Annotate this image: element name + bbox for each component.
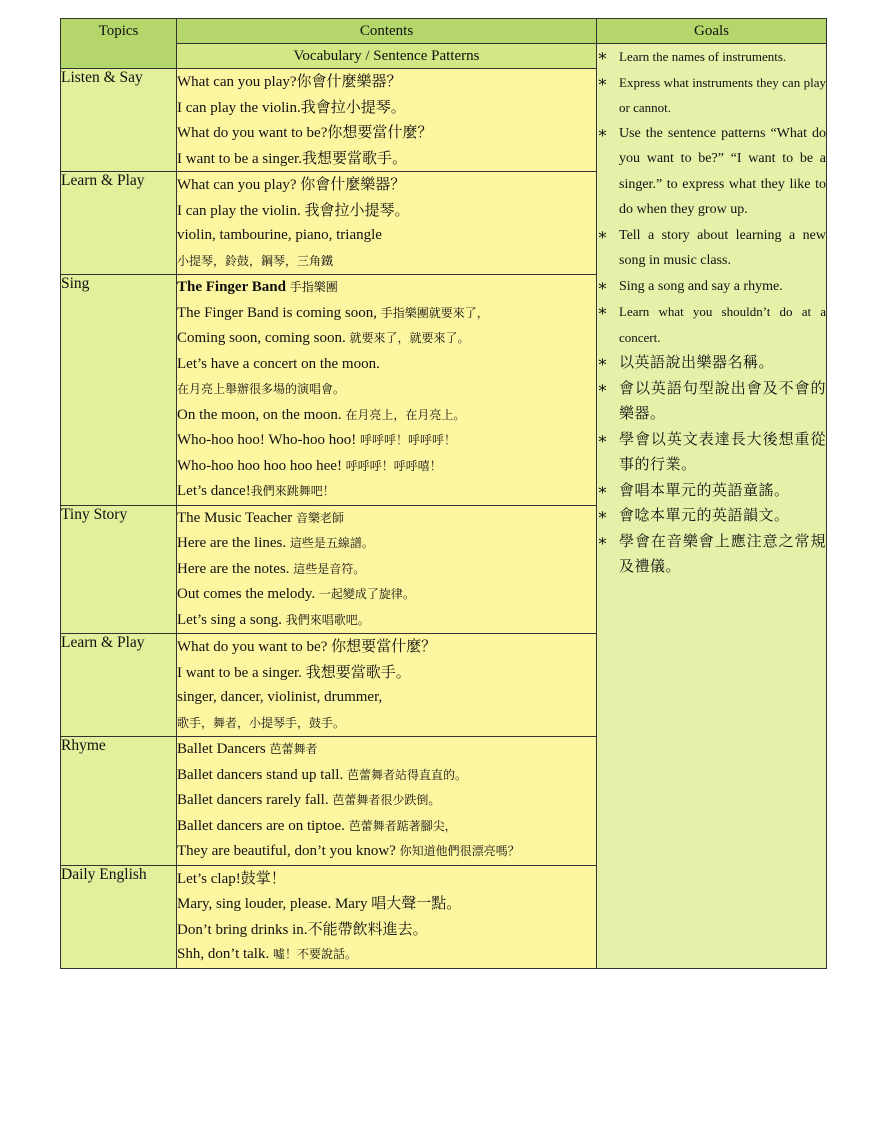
content-line — [177, 634, 596, 660]
goal-text: 學會在音樂會上應注意之常規及禮儀。 — [619, 531, 826, 575]
content-line — [177, 942, 596, 968]
chinese-text: 我會拉小提琴。 — [304, 200, 410, 219]
goal-item — [597, 223, 826, 274]
content-line — [177, 146, 596, 172]
goal-item — [597, 44, 826, 70]
content-line — [177, 249, 596, 275]
content-line — [177, 608, 596, 634]
chinese-text: 芭蕾舞者踮著腳尖， — [348, 818, 457, 833]
english-text: What do you want to be? — [177, 639, 332, 655]
goal-text: Use the sentence patterns “What do you want to be?” “I want to be a singer.” to express what they like to do when they grow up. — [619, 125, 826, 217]
english-text: What do you want to be? — [177, 125, 328, 141]
content-cell — [177, 865, 597, 968]
content-line — [177, 763, 596, 789]
content-line — [177, 301, 596, 327]
english-text: Shh, don’t talk. — [177, 946, 273, 962]
asterisk-icon: ∗ — [597, 481, 608, 499]
chinese-text: 你知道他們很漂亮嗎？ — [399, 844, 520, 858]
english-text: The Finger Band — [177, 279, 286, 295]
topic-label: Listen & Say — [61, 69, 177, 172]
content-line — [177, 582, 596, 608]
asterisk-icon: ∗ — [597, 48, 608, 65]
content-line — [177, 403, 596, 429]
chinese-text: 我們來唱歌吧。 — [285, 612, 370, 627]
goal-item — [597, 121, 826, 223]
english-text: I can play the violin. — [177, 99, 301, 116]
content-line — [177, 198, 596, 224]
content-line — [177, 275, 596, 301]
english-text: Ballet Dancers — [177, 741, 270, 757]
english-text: Out comes the melody. — [177, 586, 319, 602]
goal-text: 學會以英文表達長大後想重從事的行業。 — [619, 429, 826, 473]
chinese-text: 我想要當歌手。 — [305, 662, 411, 681]
english-text: The Music Teacher — [177, 509, 297, 526]
goal-item — [597, 478, 826, 504]
topic-label: Daily English — [61, 865, 177, 968]
chinese-text: 一起變成了旋律。 — [318, 587, 415, 601]
topic-label: Rhyme — [61, 737, 177, 866]
content-line — [177, 891, 596, 917]
content-line — [177, 711, 596, 737]
vocabulary-subheader: Vocabulary / Sentence Patterns — [177, 44, 597, 69]
english-text: Let’s clap! — [177, 870, 241, 887]
topic-label: Sing — [61, 275, 177, 506]
goal-text: 以英語說出樂器名稱。 — [619, 353, 775, 371]
content-line — [177, 454, 596, 480]
chinese-text: 手指樂團 — [285, 280, 338, 294]
content-line — [177, 685, 596, 711]
english-text: singer, dancer, violinist, drummer, — [177, 689, 383, 705]
goal-item — [597, 70, 826, 121]
chinese-text: 芭蕾舞者很少跌倒。 — [332, 793, 441, 807]
english-text: Ballet dancers stand up tall. — [177, 766, 347, 783]
chinese-text: 唱大聲一點。 — [371, 894, 462, 912]
topics-header-label: Topics — [98, 23, 139, 39]
asterisk-icon: ∗ — [597, 73, 608, 91]
chinese-text: 呼呼呼！呼呼呼！ — [360, 433, 457, 447]
english-text: Let’s have a concert on the moon. — [177, 355, 380, 372]
goal-item — [597, 350, 826, 376]
english-text: On the moon, on the moon. — [177, 406, 346, 423]
chinese-text: 芭蕾舞者 — [269, 742, 318, 756]
english-text: Don’t bring drinks in. — [177, 921, 308, 938]
goal-text: 會以英語句型說出會及不會的樂器。 — [619, 378, 826, 422]
english-text: Here are the lines. — [177, 535, 290, 551]
content-line — [177, 737, 596, 763]
chinese-text: 就要來了，就要來了。 — [349, 331, 470, 345]
chinese-text: 噓！不要說話。 — [272, 947, 357, 961]
content-cell — [177, 275, 597, 506]
topic-label: Tiny Story — [61, 505, 177, 634]
english-text: I can play the violin. — [177, 202, 305, 219]
content-line — [177, 479, 596, 505]
asterisk-icon: ∗ — [597, 430, 608, 448]
topics-header — [61, 19, 177, 69]
english-text: Who-hoo hoo hoo hoo hee! — [177, 457, 346, 474]
content-line — [177, 428, 596, 454]
goal-text: 會唱本單元的英語童謠。 — [619, 480, 790, 499]
content-cell — [177, 634, 597, 737]
chinese-text: 呼呼呼！呼呼嘻！ — [345, 458, 442, 473]
goal-text: Express what instruments they can play or cannot. — [619, 74, 826, 115]
asterisk-icon: ∗ — [597, 226, 608, 244]
content-line — [177, 866, 596, 892]
english-text: Ballet dancers are on tiptoe. — [177, 817, 349, 834]
english-text: What can you play? — [177, 74, 297, 90]
chinese-text: 手指樂團就要來了， — [380, 305, 489, 320]
english-text: Mary, sing louder, please. Mary — [177, 896, 372, 912]
goal-item — [597, 427, 826, 478]
english-text: I want to be a singer. — [177, 664, 306, 681]
topic-label: Learn & Play — [61, 634, 177, 737]
content-line — [177, 917, 596, 943]
chinese-text: 小提琴，鈴鼓，鋼琴，三角鐵 — [177, 253, 334, 268]
goal-text: 會唸本單元的英語韻文。 — [619, 506, 790, 524]
chinese-text: 你會什麼樂器？ — [300, 175, 406, 193]
english-text: I want to be a singer. — [177, 150, 302, 167]
contents-header: Contents — [177, 19, 597, 44]
content-line — [177, 531, 596, 557]
content-line — [177, 506, 596, 532]
content-cell — [177, 505, 597, 634]
asterisk-icon: ∗ — [597, 507, 608, 524]
chinese-text: 不能帶飲料進去。 — [307, 919, 428, 938]
content-line — [177, 352, 596, 378]
chinese-text: 這些是五線譜。 — [289, 536, 374, 550]
content-line — [177, 223, 596, 249]
chinese-text: 音樂老師 — [296, 510, 345, 525]
goal-text: Learn the names of instruments. — [619, 49, 787, 64]
goals-cell — [597, 44, 827, 969]
english-text: The Finger Band is coming soon, — [177, 304, 381, 321]
chinese-text: 在月亮上，在月亮上。 — [345, 407, 466, 422]
content-line — [177, 69, 596, 95]
content-line — [177, 814, 596, 840]
english-text: What can you play? — [177, 177, 301, 193]
content-line — [177, 660, 596, 686]
chinese-text: 你會什麼樂器？ — [296, 72, 402, 90]
english-text: Coming soon, coming soon. — [177, 330, 350, 346]
chinese-text: 你想要當什麼？ — [331, 637, 437, 655]
goal-text: Sing a song and say a rhyme. — [619, 278, 783, 294]
chinese-text: 歌手，舞者，小提琴手，鼓手。 — [177, 715, 346, 730]
asterisk-icon: ∗ — [597, 379, 608, 397]
content-line — [177, 788, 596, 814]
chinese-text: 我們來跳舞吧！ — [250, 484, 335, 498]
topic-label: Learn & Play — [61, 172, 177, 275]
asterisk-icon: ∗ — [597, 277, 608, 295]
english-text: Ballet dancers rarely fall. — [177, 792, 333, 808]
goal-text: Learn what you shouldn’t do at a concert. — [619, 304, 826, 345]
curriculum-table — [60, 18, 827, 969]
english-text: violin, tambourine, piano, triangle — [177, 227, 382, 243]
chinese-text: 在月亮上舉辦很多場的演唱會。 — [177, 382, 346, 396]
chinese-text: 我想要當歌手。 — [301, 148, 407, 167]
goal-item — [597, 299, 826, 350]
content-line — [177, 95, 596, 121]
goal-item — [597, 274, 826, 300]
goal-text: Tell a story about learning a new song in music class. — [619, 227, 826, 268]
chinese-text: 鼓掌！ — [240, 868, 286, 887]
english-text: Who-hoo hoo! Who-hoo hoo! — [177, 432, 361, 448]
content-line — [177, 172, 596, 198]
chinese-text: 芭蕾舞者站得直直的。 — [346, 767, 467, 782]
asterisk-icon: ∗ — [597, 303, 608, 320]
content-cell — [177, 69, 597, 172]
content-cell — [177, 172, 597, 275]
chinese-text: 這些是音符。 — [293, 561, 366, 576]
content-cell — [177, 737, 597, 866]
content-line — [177, 377, 596, 403]
asterisk-icon: ∗ — [597, 124, 608, 142]
chinese-text: 我會拉小提琴。 — [300, 97, 406, 116]
english-text: Here are the notes. — [177, 560, 294, 577]
goal-item — [597, 503, 826, 529]
chinese-text: 你想要當什麼？ — [327, 123, 433, 141]
asterisk-icon: ∗ — [597, 354, 608, 371]
english-text: Let’s dance! — [177, 483, 251, 499]
goal-item — [597, 529, 826, 580]
content-line — [177, 557, 596, 583]
goal-item — [597, 376, 826, 427]
content-line — [177, 120, 596, 146]
english-text: Let’s sing a song. — [177, 611, 286, 628]
header-row — [61, 19, 827, 44]
asterisk-icon: ∗ — [597, 532, 608, 550]
english-text: They are beautiful, don’t you know? — [177, 843, 400, 859]
goals-header: Goals — [597, 19, 827, 44]
content-line — [177, 326, 596, 352]
content-line — [177, 839, 596, 865]
